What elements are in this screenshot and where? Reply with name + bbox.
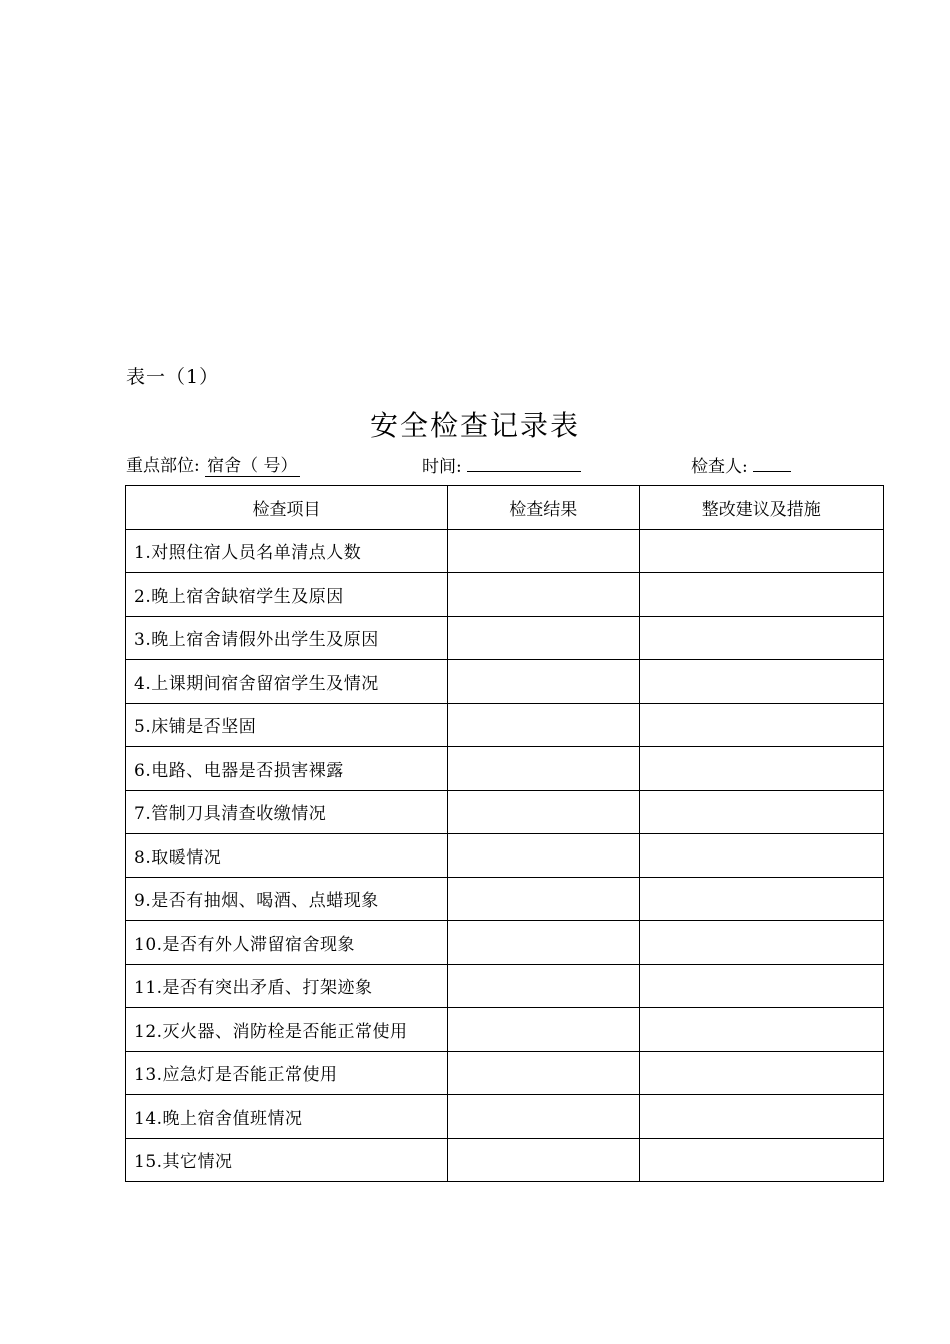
- table-body: [126, 529, 884, 1182]
- suggestion-cell[interactable]: [639, 573, 884, 617]
- check-item-cell: 4.上课期间宿舍留宿学生及情况: [126, 660, 448, 704]
- time-label: 时间:: [422, 457, 462, 477]
- suggestion-cell[interactable]: [639, 1138, 884, 1182]
- result-cell[interactable]: [447, 747, 639, 791]
- header-info-row: [126, 451, 886, 475]
- check-item-cell: 1.对照住宿人员名单清点人数: [126, 529, 448, 573]
- suggestion-cell[interactable]: [639, 964, 884, 1008]
- suggestion-cell[interactable]: [639, 921, 884, 965]
- time-value[interactable]: [467, 451, 581, 472]
- result-cell[interactable]: [447, 834, 639, 878]
- suggestion-cell[interactable]: [639, 1095, 884, 1139]
- result-cell[interactable]: [447, 1008, 639, 1052]
- inspection-table: [125, 485, 884, 1182]
- time-field: [422, 451, 581, 477]
- result-cell[interactable]: [447, 1138, 639, 1182]
- table-number-label: 表一（1）: [126, 366, 220, 388]
- result-cell[interactable]: [447, 790, 639, 834]
- inspector-field: [691, 451, 791, 477]
- suggestion-cell[interactable]: [639, 1051, 884, 1095]
- suggestion-cell[interactable]: [639, 834, 884, 878]
- table-row: [126, 1008, 884, 1052]
- table-header-row: [126, 486, 884, 530]
- check-item-cell: 2.晚上宿舍缺宿学生及原因: [126, 573, 448, 617]
- check-item-cell: 8.取暖情况: [126, 834, 448, 878]
- check-item-cell: 14.晚上宿舍值班情况: [126, 1095, 448, 1139]
- location-label: 重点部位:: [126, 456, 200, 476]
- suggestion-cell[interactable]: [639, 529, 884, 573]
- result-cell[interactable]: [447, 660, 639, 704]
- column-header-result: 检查结果: [447, 486, 639, 530]
- table-row: [126, 964, 884, 1008]
- suggestion-cell[interactable]: [639, 703, 884, 747]
- column-header-suggestion: 整改建议及措施: [639, 486, 884, 530]
- table-row: [126, 660, 884, 704]
- inspector-value[interactable]: [753, 451, 791, 472]
- inspector-label: 检查人:: [691, 457, 748, 477]
- table-row: [126, 747, 884, 791]
- location-value[interactable]: 宿舍（ 号）: [207, 456, 298, 476]
- table-row: [126, 573, 884, 617]
- check-item-cell: 10.是否有外人滞留宿舍现象: [126, 921, 448, 965]
- result-cell[interactable]: [447, 703, 639, 747]
- result-cell[interactable]: [447, 1095, 639, 1139]
- table-row: [126, 1051, 884, 1095]
- result-cell[interactable]: [447, 573, 639, 617]
- table-row: [126, 1095, 884, 1139]
- check-item-cell: 9.是否有抽烟、喝酒、点蜡现象: [126, 877, 448, 921]
- check-item-cell: 12.灭火器、消防栓是否能正常使用: [126, 1008, 448, 1052]
- result-cell[interactable]: [447, 964, 639, 1008]
- check-item-cell: 11.是否有突出矛盾、打架迹象: [126, 964, 448, 1008]
- table-row: [126, 877, 884, 921]
- suggestion-cell[interactable]: [639, 616, 884, 660]
- table-row: [126, 703, 884, 747]
- suggestion-cell[interactable]: [639, 747, 884, 791]
- result-cell[interactable]: [447, 921, 639, 965]
- check-item-cell: 15.其它情况: [126, 1138, 448, 1182]
- table-row: [126, 790, 884, 834]
- table-row: [126, 616, 884, 660]
- check-item-cell: 3.晚上宿舍请假外出学生及原因: [126, 616, 448, 660]
- check-item-cell: 7.管制刀具清查收缴情况: [126, 790, 448, 834]
- table-row: [126, 921, 884, 965]
- location-field: [126, 451, 300, 477]
- result-cell[interactable]: [447, 616, 639, 660]
- table-row: [126, 529, 884, 573]
- check-item-cell: 6.电路、电器是否损害裸露: [126, 747, 448, 791]
- document-title: 安全检查记录表: [369, 409, 580, 442]
- check-item-cell: 13.应急灯是否能正常使用: [126, 1051, 448, 1095]
- result-cell[interactable]: [447, 529, 639, 573]
- result-cell[interactable]: [447, 1051, 639, 1095]
- suggestion-cell[interactable]: [639, 790, 884, 834]
- suggestion-cell[interactable]: [639, 660, 884, 704]
- result-cell[interactable]: [447, 877, 639, 921]
- table-row: [126, 1138, 884, 1182]
- suggestion-cell[interactable]: [639, 877, 884, 921]
- column-header-item: 检查项目: [126, 486, 448, 530]
- suggestion-cell[interactable]: [639, 1008, 884, 1052]
- table-row: [126, 834, 884, 878]
- check-item-cell: 5.床铺是否坚固: [126, 703, 448, 747]
